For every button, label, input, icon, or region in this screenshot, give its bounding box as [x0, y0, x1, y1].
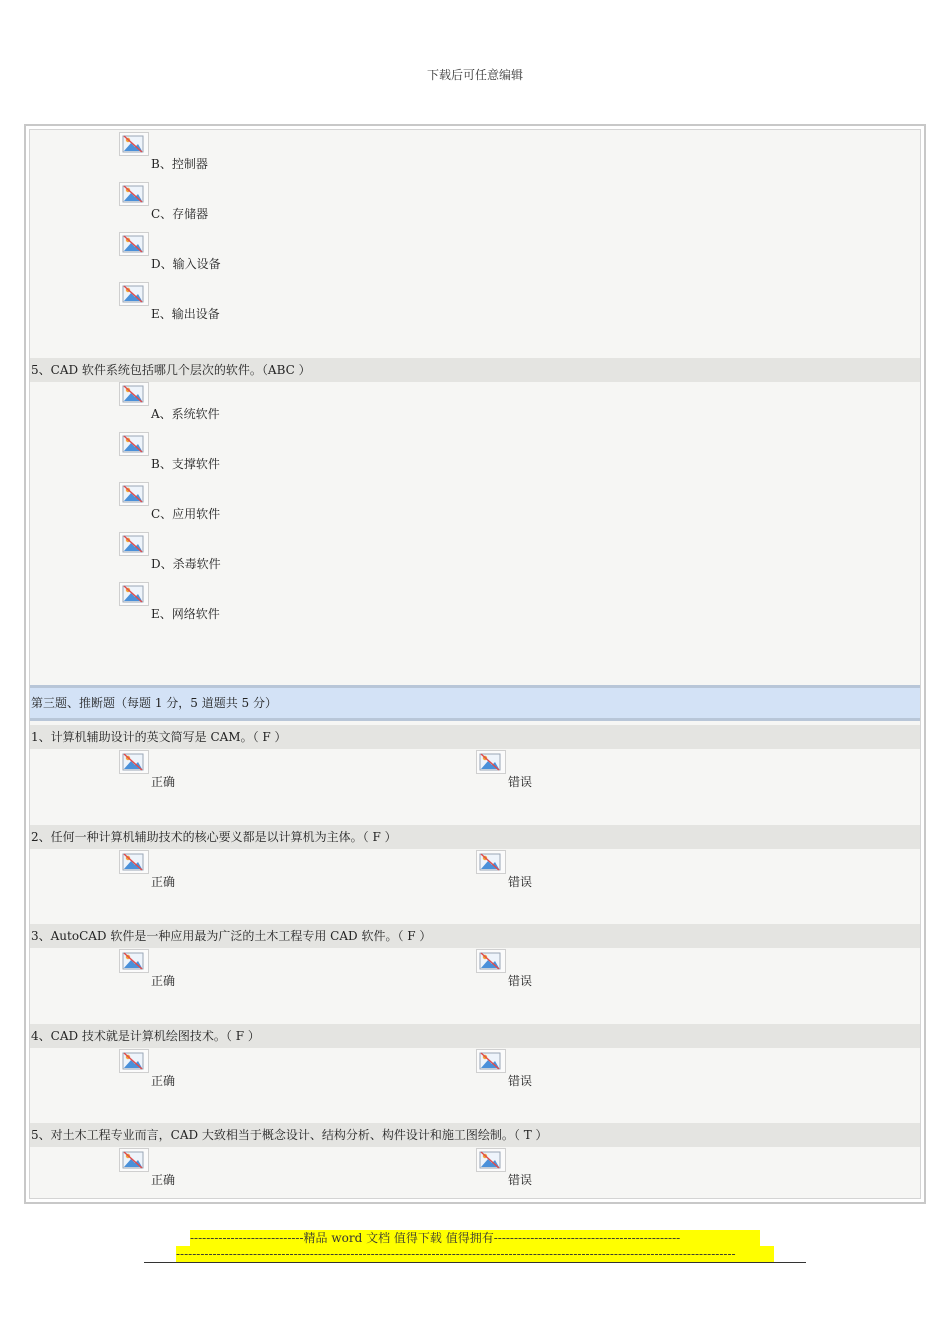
broken-image-icon [476, 949, 506, 973]
broken-image-icon [119, 532, 149, 556]
option-label: C、存储器 [151, 207, 209, 221]
footer-dash-line: ------------------------------------------------------------------------------------------------------------------------------------------ [176, 1246, 774, 1262]
option-label: D、输入设备 [151, 257, 221, 271]
true-label: 正确 [151, 974, 176, 988]
page-header: 下载后可任意编辑 [426, 68, 523, 82]
footer-promo-line: ----------------------------精品 word 文档 值得下载 值得拥有---------------------------------------------- [190, 1230, 760, 1246]
option-q5-d[interactable] [119, 532, 379, 578]
tf-question-5: 5、对土木工程专业而言，CAD 大致相当于概念设计、结构分析、构件设计和施工图绘制。（ T ） [30, 1123, 920, 1147]
option-q5-a[interactable] [119, 382, 379, 428]
tf-question-2: 2、任何一种计算机辅助技术的核心要义都是以计算机为主体。（ F ） [30, 825, 920, 849]
quiz-frame [24, 124, 926, 1204]
broken-image-icon [119, 1049, 149, 1073]
false-label: 错误 [508, 775, 533, 789]
tf3-false-option[interactable] [476, 949, 736, 995]
broken-image-icon [119, 949, 149, 973]
broken-image-icon [119, 382, 149, 406]
option-label: E、输出设备 [151, 307, 220, 321]
option-label: E、网络软件 [151, 607, 220, 621]
option-q5-c[interactable] [119, 482, 379, 528]
option-label: D、杀毒软件 [151, 557, 221, 571]
broken-image-icon [119, 482, 149, 506]
broken-image-icon [476, 750, 506, 774]
tf4-true-option[interactable] [119, 1049, 379, 1095]
option-q4-b[interactable] [119, 132, 379, 178]
false-label: 错误 [508, 1173, 533, 1187]
question-5: 5、CAD 软件系统包括哪几个层次的软件。（ABC ） [30, 358, 920, 382]
broken-image-icon [119, 282, 149, 306]
tf-question-3: 3、AutoCAD 软件是一种应用最为广泛的土木工程专用 CAD 软件。（ F ） [30, 924, 920, 948]
broken-image-icon [476, 1148, 506, 1172]
tf-question-4: 4、CAD 技术就是计算机绘图技术。（ F ） [30, 1024, 920, 1048]
broken-image-icon [119, 232, 149, 256]
broken-image-icon [476, 850, 506, 874]
broken-image-icon [476, 1049, 506, 1073]
false-label: 错误 [508, 1074, 533, 1088]
tf-question-1: 1、计算机辅助设计的英文简写是 CAM。（ F ） [30, 725, 920, 749]
tf3-true-option[interactable] [119, 949, 379, 995]
broken-image-icon [119, 432, 149, 456]
tf5-false-option[interactable] [476, 1148, 736, 1194]
false-label: 错误 [508, 875, 533, 889]
true-label: 正确 [151, 775, 176, 789]
broken-image-icon [119, 1148, 149, 1172]
tf1-true-option[interactable] [119, 750, 379, 796]
tf4-false-option[interactable] [476, 1049, 736, 1095]
broken-image-icon [119, 182, 149, 206]
option-label: B、支撑软件 [151, 457, 220, 471]
false-label: 错误 [508, 974, 533, 988]
section-3-header: 第三题、推断题（每题 1 分，5 道题共 5 分） [30, 685, 920, 721]
broken-image-icon [119, 750, 149, 774]
true-label: 正确 [151, 1173, 176, 1187]
true-label: 正确 [151, 1074, 176, 1088]
true-label: 正确 [151, 875, 176, 889]
broken-image-icon [119, 132, 149, 156]
option-q4-e[interactable] [119, 282, 379, 328]
broken-image-icon [119, 582, 149, 606]
quiz-content [29, 129, 921, 1199]
tf1-false-option[interactable] [476, 750, 736, 796]
broken-image-icon [119, 850, 149, 874]
option-label: A、系统软件 [151, 407, 220, 421]
option-label: B、控制器 [151, 157, 208, 171]
option-q4-d[interactable] [119, 232, 379, 278]
option-q5-e[interactable] [119, 582, 379, 628]
tf2-false-option[interactable] [476, 850, 736, 896]
footer-rule [144, 1262, 806, 1263]
option-label: C、应用软件 [151, 507, 221, 521]
tf2-true-option[interactable] [119, 850, 379, 896]
tf5-true-option[interactable] [119, 1148, 379, 1194]
option-q5-b[interactable] [119, 432, 379, 478]
option-q4-c[interactable] [119, 182, 379, 228]
